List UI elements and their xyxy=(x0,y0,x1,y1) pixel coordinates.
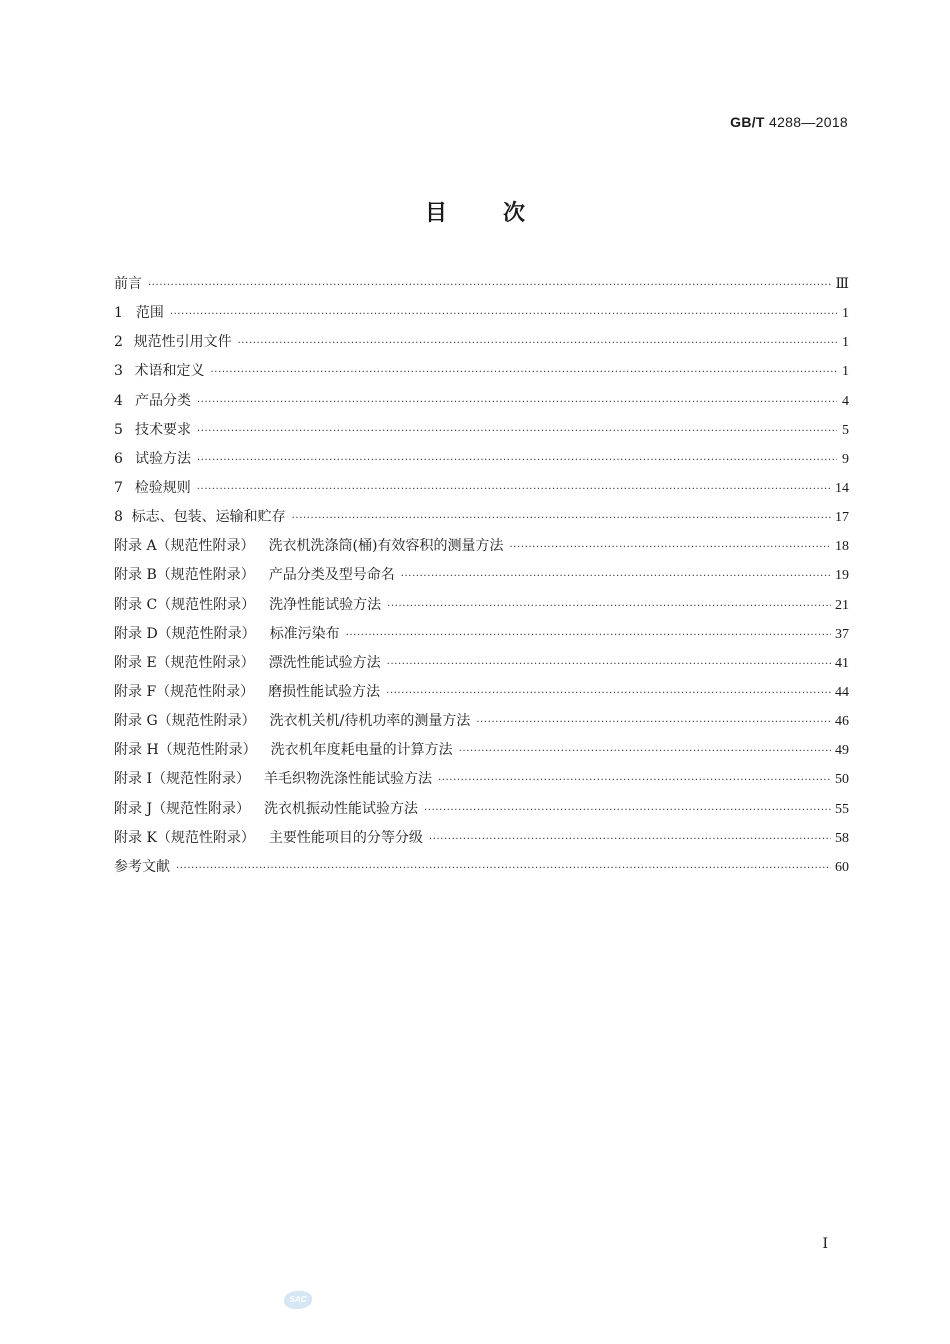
toc-annex-prefix: 附录 B（规范性附录） xyxy=(114,567,255,584)
toc-entry-label: 洗衣机年度耗电量的计算方法 xyxy=(270,742,453,759)
toc-annex-prefix: 附录 G（规范性附录） xyxy=(114,713,256,730)
toc-entry-label: 范围 xyxy=(135,305,164,322)
page-title: 目次 xyxy=(424,201,581,226)
toc-leader-dots xyxy=(197,451,837,471)
toc-entry[interactable] xyxy=(114,449,849,478)
toc-entry-page: 44 xyxy=(835,684,849,700)
toc-leader-dots xyxy=(211,363,837,383)
toc-entry-page: 21 xyxy=(835,597,849,613)
toc-entry-label: 术语和定义 xyxy=(134,363,205,380)
toc-entry-label: 漂洗性能试验方法 xyxy=(268,654,381,671)
toc-leader-dots xyxy=(386,684,831,704)
toc-entry-title xyxy=(114,857,170,877)
toc-entry-number: 5 xyxy=(114,421,123,438)
sac-watermark-logo: SAC xyxy=(284,1291,312,1309)
toc-entry-label: 检验规则 xyxy=(134,479,191,496)
toc-leader-dots xyxy=(429,830,831,850)
toc-entry-title xyxy=(114,595,381,615)
toc-entry-page: 18 xyxy=(835,539,849,555)
toc-entry[interactable] xyxy=(114,420,849,449)
toc-entry-title xyxy=(114,682,380,702)
toc-leader-dots xyxy=(148,276,831,296)
toc-entry-label: 前言 xyxy=(114,276,142,292)
toc-entry-label: 标准污染布 xyxy=(269,625,340,642)
toc-entry[interactable] xyxy=(114,857,849,886)
toc-entry-label: 主要性能项目的分等分级 xyxy=(268,829,423,846)
toc-entry-label: 洗衣机振动性能试验方法 xyxy=(264,800,419,817)
toc-leader-dots xyxy=(510,538,832,558)
toc-entry-title xyxy=(114,536,504,556)
toc-entry-number: 6 xyxy=(114,450,123,467)
toc-entry-page: 1 xyxy=(842,335,849,351)
toc-entry-title xyxy=(136,303,164,323)
toc-entry-label: 洗净性能试验方法 xyxy=(269,596,382,613)
toc-entry[interactable] xyxy=(114,711,849,740)
standard-prefix: GB/T xyxy=(730,114,765,130)
toc-entry-label: 洗衣机洗涤筒(桶)有效容积的测量方法 xyxy=(268,538,504,555)
toc-annex-prefix: 附录 C（规范性附录） xyxy=(114,596,256,613)
toc-entry[interactable] xyxy=(114,828,849,857)
toc-entry-label: 磨损性能试验方法 xyxy=(268,683,381,700)
toc-entry[interactable] xyxy=(114,507,849,536)
toc-entry-page: 60 xyxy=(835,859,849,875)
toc-entry-title xyxy=(135,391,191,411)
toc-entry-label: 参考文献 xyxy=(114,858,170,875)
page-number: Ⅰ xyxy=(822,1236,828,1252)
toc-entry-page: 55 xyxy=(835,801,849,817)
toc-entry[interactable] xyxy=(114,303,849,332)
toc-entry-label: 产品分类 xyxy=(134,392,191,409)
toc-entry-title xyxy=(135,478,191,498)
toc-leader-dots xyxy=(238,334,837,354)
toc-annex-prefix: 附录 D（规范性附录） xyxy=(114,625,256,642)
toc-entry-number: 7 xyxy=(114,479,123,496)
toc-leader-dots xyxy=(292,509,831,529)
toc-entry-title xyxy=(114,711,470,731)
toc-leader-dots xyxy=(387,597,831,617)
toc-leader-dots xyxy=(346,626,831,646)
toc-entry-title xyxy=(114,653,381,673)
toc-entry-number: 3 xyxy=(114,363,123,380)
toc-entry-title xyxy=(114,740,453,760)
toc-entry-page: 58 xyxy=(835,830,849,846)
toc-leader-dots xyxy=(401,567,831,587)
toc-entry-label: 技术要求 xyxy=(134,421,191,438)
toc-entry-page: 41 xyxy=(835,655,849,671)
toc-entry-page: 37 xyxy=(835,626,849,642)
toc-entry-page: 4 xyxy=(842,393,849,409)
toc-leader-dots xyxy=(197,393,837,413)
toc-leader-dots xyxy=(476,713,831,733)
toc-annex-prefix: 附录 J（规范性附录） xyxy=(114,800,251,817)
toc-entry-label: 洗衣机关机/待机功率的测量方法 xyxy=(269,713,471,730)
toc-entry-title xyxy=(114,274,142,294)
toc-leader-dots xyxy=(459,742,831,762)
toc-entry-title xyxy=(114,799,418,819)
standard-number: 4288—2018 xyxy=(769,114,848,130)
toc-entry-label: 标志、包装、运输和贮存 xyxy=(131,509,286,526)
toc-annex-prefix: 附录 K（规范性附录） xyxy=(114,829,255,846)
toc-entry-page: 50 xyxy=(835,772,849,788)
toc-entry-page: 14 xyxy=(835,480,849,496)
table-of-contents xyxy=(114,274,849,886)
toc-leader-dots xyxy=(424,801,831,821)
toc-entry-page: 1 xyxy=(842,306,849,322)
toc-entry-page: 49 xyxy=(835,743,849,759)
toc-annex-prefix: 附录 A（规范性附录） xyxy=(114,538,255,555)
toc-entry[interactable] xyxy=(114,565,849,594)
toc-entry[interactable] xyxy=(114,332,849,361)
toc-entry-number: 8 xyxy=(114,509,123,526)
toc-entry[interactable] xyxy=(114,536,849,565)
toc-entry[interactable] xyxy=(114,595,849,624)
toc-leader-dots xyxy=(438,771,831,791)
toc-entry-page: Ⅲ xyxy=(835,277,849,292)
toc-entry-page: 17 xyxy=(835,510,849,526)
toc-entry-title xyxy=(114,828,423,848)
toc-entry-number: 4 xyxy=(114,392,123,409)
toc-entry[interactable] xyxy=(114,274,849,303)
toc-entry[interactable] xyxy=(114,653,849,682)
toc-entry-page: 5 xyxy=(842,422,849,438)
toc-entry-label: 羊毛织物洗涤性能试验方法 xyxy=(263,771,432,788)
toc-entry-number: 2 xyxy=(114,334,123,351)
toc-entry-page: 19 xyxy=(835,568,849,584)
toc-entry-label: 规范性引用文件 xyxy=(133,334,232,351)
toc-entry-title xyxy=(135,420,191,440)
toc-leader-dots xyxy=(197,422,837,442)
toc-entry[interactable] xyxy=(114,361,849,390)
toc-entry[interactable] xyxy=(114,799,849,828)
toc-entry-page: 1 xyxy=(842,364,849,380)
toc-entry-label: 产品分类及型号命名 xyxy=(268,567,395,584)
toc-entry-number: 1 xyxy=(114,305,123,322)
toc-entry-title xyxy=(135,361,205,381)
toc-entry-title xyxy=(114,565,395,585)
toc-entry[interactable] xyxy=(114,769,849,798)
toc-entry[interactable] xyxy=(114,740,849,769)
toc-annex-prefix: 附录 I（规范性附录） xyxy=(114,771,250,788)
toc-entry-title xyxy=(132,507,286,527)
toc-annex-prefix: 附录 E（规范性附录） xyxy=(114,654,255,671)
toc-leader-dots xyxy=(176,859,831,879)
toc-entry[interactable] xyxy=(114,624,849,653)
toc-entry-page: 46 xyxy=(835,714,849,730)
standard-code xyxy=(730,114,848,130)
toc-entry-title xyxy=(134,332,232,352)
toc-leader-dots xyxy=(387,655,831,675)
toc-leader-dots xyxy=(197,480,831,500)
toc-entry-title xyxy=(114,624,340,644)
toc-entry-page: 9 xyxy=(842,451,849,467)
toc-entry[interactable] xyxy=(114,478,849,507)
toc-leader-dots xyxy=(170,305,837,325)
toc-entry-title xyxy=(135,449,191,469)
toc-entry[interactable] xyxy=(114,391,849,420)
toc-annex-prefix: 附录 H（规范性附录） xyxy=(114,742,257,759)
toc-annex-prefix: 附录 F（规范性附录） xyxy=(114,683,255,700)
toc-entry-label: 试验方法 xyxy=(134,450,191,467)
toc-entry-title xyxy=(114,769,432,789)
toc-entry[interactable] xyxy=(114,682,849,711)
